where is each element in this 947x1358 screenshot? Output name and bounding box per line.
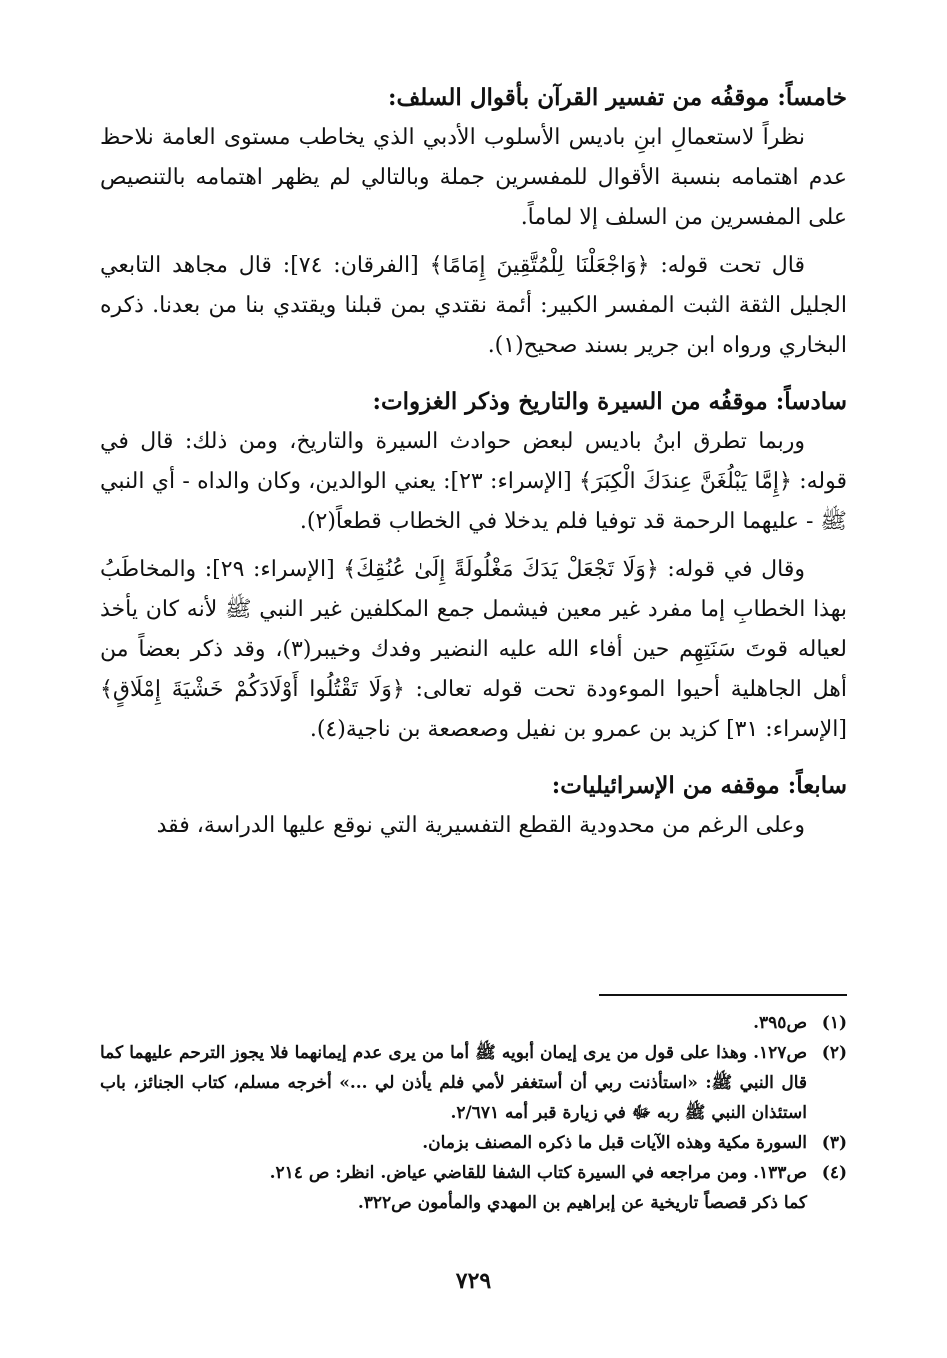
paragraph: وقال في قوله: ﴿وَلَا تَجْعَلْ يَدَكَ مَغْلُولَةً إِلَىٰ عُنُقِكَ﴾ [الإسراء: ٢٩]: والمخاطَبُ بهذا الخطابِ إما مفرد غير معين فيشمل جمع المكلفين غير النبي ﷺ لأنه كان يأخذ لعياله قوتَ سَنَتِهِم حين أفاء الله عليه النضير وفدك وخيبر(٣)، وقد ذكر بعضاً من أهل الجاهلية أحيوا الموءودة تحت قوله تعالى: ﴿وَلَا تَقْتُلُوا أَوْلَادَكُمْ خَشْيَةَ إِمْلَاقٍ﴾ [الإسراء: ٣١] كزيد بن عمرو بن نفيل وصعصعة بن ناجية(٤). [100, 557, 847, 742]
footnote-separator [599, 994, 847, 996]
footnote-number: (٢) [821, 1043, 847, 1063]
footnote-text: ص١٣٣. ومن مراجعه في السيرة كتاب الشفا للقاضي عياض. انظر: ص ٢١٤. [269, 1163, 807, 1183]
page-number: ٧٢٩ [455, 1268, 492, 1294]
section-heading-7: سابعاً: موقفه من الإسرائيليات: [551, 772, 847, 799]
footnote-continuation: كما ذكر قصصاً تاريخية عن إبراهيم بن المهدي والمأمون ص٣٢٢. [357, 1193, 807, 1213]
section-heading-6: سادساً: موقفُه من السيرة والتاريخ وذكر الغزوات: [372, 388, 847, 415]
footnote-text: ص١٢٧. وهذا على قول من يرى إيمان أبويه ﷺ أما من يرى عدم إيمانهما فلا يجوز الترحم عليهما كما قال النبي ﷺ: «استأذنت ربي أن أستغفر لأمي فلم يأذن لي ...» أخرجه مسلم، كتاب الجنائز، باب استئذان النبي ﷺ ربه ﷻ في زيارة قبر أمه ٢/٦٧١. [100, 1043, 807, 1123]
footnotes [100, 1008, 847, 1218]
paragraph: نظراً لاستعمالِ ابنِ باديس الأسلوب الأدبي الذي يخاطب مستوى العامة نلاحظ عدم اهتمامه بنسبة الأقوال للمفسرين جملة وبالتالي لم يظهر اهتمامه بالتنصيص على المفسرين من السلف إلا لماماً. [100, 125, 847, 230]
footnote-number: (٤) [821, 1163, 847, 1183]
footnote-text: السورة مكية وهذه الآيات قبل ما ذكره المصنف بزمان. [422, 1133, 807, 1153]
main-text [100, 78, 847, 846]
paragraph: وعلى الرغم من محدودية القطع التفسيرية التي نوقع عليها الدراسة، فقد [156, 813, 805, 838]
footnote [100, 1128, 847, 1158]
footnote-number: (٣) [821, 1133, 847, 1153]
footnote-number: (١) [821, 1013, 847, 1033]
footnote-text: ص٣٩٥. [753, 1013, 807, 1033]
paragraph: قال تحت قوله: ﴿وَاجْعَلْنَا لِلْمُتَّقِينَ إِمَامًا﴾ [الفرقان: ٧٤]: قال مجاهد التابعي الجليل الثقة الثبت المفسر الكبير: أئمة نقتدي بمن قبلنا ويقتدي بنا من بعدنا. ذكره البخاري ورواه ابن جرير بسند صحيح(١). [100, 253, 847, 358]
footnote [100, 1158, 847, 1188]
section-heading-5: خامساً: موقفُه من تفسير القرآن بأقوال السلف: [387, 84, 847, 111]
footnote [100, 1008, 847, 1038]
paragraph: وربما تطرق ابنُ باديس لبعض حوادث السيرة والتاريخ، ومن ذلك: قال في قوله: ﴿إِمَّا يَبْلُغَنَّ عِندَكَ الْكِبَرَ﴾ [الإسراء: ٢٣]: يعني الوالدين، وكان والداه - أي النبي ﷺ - عليهما الرحمة قد توفيا فلم يدخلا في الخطاب قطعاً(٢). [100, 429, 847, 534]
footnote [100, 1038, 847, 1128]
